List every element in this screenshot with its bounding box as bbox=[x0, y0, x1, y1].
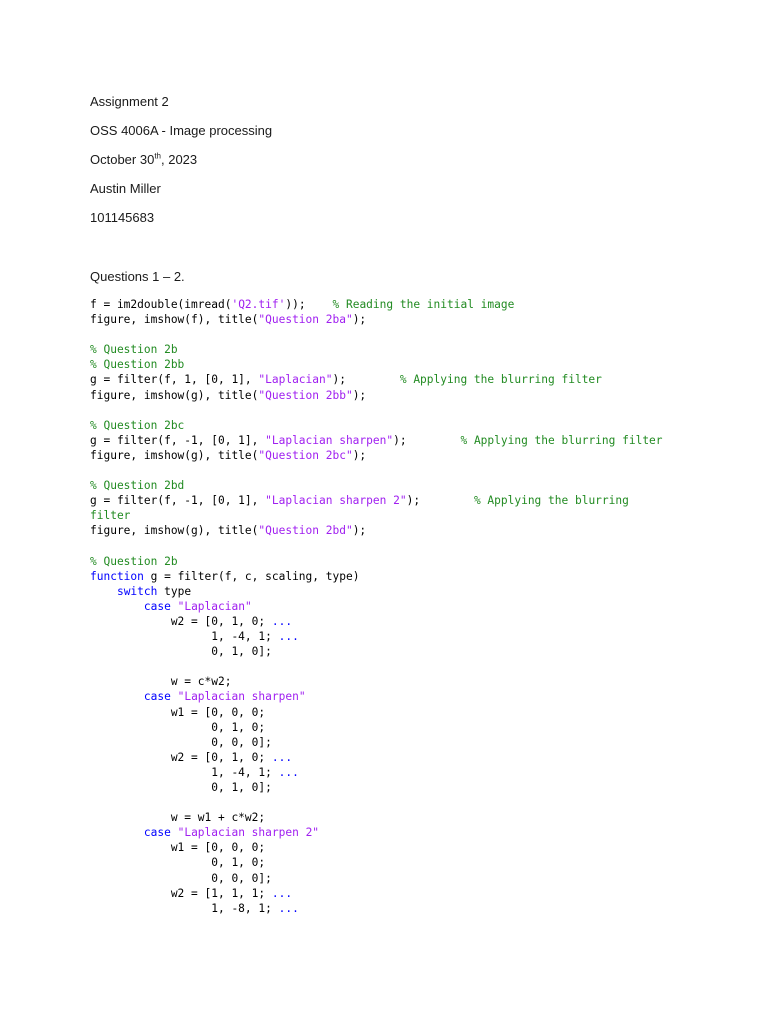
code-line bbox=[90, 659, 663, 674]
code-line bbox=[90, 795, 663, 810]
code-keyword: case bbox=[143, 690, 171, 704]
code-text: figure, imshow(g), title( bbox=[90, 524, 259, 538]
code-comment: % Question 2bd bbox=[90, 479, 185, 493]
code-line bbox=[90, 614, 663, 629]
code-text: f = im2double(imread( bbox=[90, 298, 232, 311]
code-continuation: ... bbox=[271, 886, 293, 900]
code-line bbox=[90, 448, 663, 463]
code-text: w2 = [0, 1, 0; bbox=[90, 614, 272, 628]
code-line bbox=[90, 599, 663, 614]
code-string: "Laplacian sharpen 2" bbox=[265, 494, 407, 508]
date-suffix: , 2023 bbox=[161, 152, 198, 167]
code-line bbox=[90, 750, 663, 765]
code-string: "Laplacian sharpen 2" bbox=[177, 826, 320, 840]
code-string: "Laplacian sharpen" bbox=[265, 433, 394, 447]
code-line bbox=[90, 478, 663, 493]
code-string: "Laplacian" bbox=[177, 599, 252, 613]
code-keyword: function bbox=[90, 569, 144, 583]
code-text: 0, 1, 0; bbox=[90, 856, 266, 870]
code-text: )); bbox=[285, 298, 333, 311]
code-text: figure, imshow(g), title( bbox=[90, 448, 259, 462]
code-text: w2 = [1, 1, 1; bbox=[90, 886, 272, 900]
code-comment: % Applying the blurring filter bbox=[399, 373, 602, 387]
code-comment: % Question 2bb bbox=[90, 358, 185, 372]
code-line bbox=[90, 569, 663, 584]
code-line bbox=[90, 840, 663, 855]
author-name: Austin Miller bbox=[90, 181, 161, 196]
code-text: 1, -4, 1; bbox=[90, 765, 279, 779]
code-text bbox=[90, 690, 144, 703]
code-string: "Question 2bb" bbox=[258, 388, 353, 402]
section-heading: Questions 1 – 2. bbox=[90, 269, 185, 284]
code-line bbox=[90, 810, 663, 825]
submission-date bbox=[90, 152, 197, 168]
code-line bbox=[90, 508, 663, 523]
date-superscript: th bbox=[154, 151, 161, 161]
code-line bbox=[90, 388, 663, 403]
code-line bbox=[90, 629, 663, 644]
code-line bbox=[90, 297, 663, 312]
code-comment: % Applying the blurring filter bbox=[460, 433, 663, 447]
code-line bbox=[90, 705, 663, 720]
code-string: 'Q2.tif' bbox=[231, 298, 286, 311]
code-string: "Question 2bd" bbox=[258, 524, 353, 538]
code-comment: % Reading the initial image bbox=[332, 298, 515, 311]
code-text: g = filter(f, -1, [0, 1], bbox=[90, 494, 266, 508]
code-line bbox=[90, 689, 663, 704]
code-string: "Laplacian" bbox=[258, 373, 333, 387]
code-text: w = w1 + c*w2; bbox=[90, 811, 266, 825]
code-continuation: ... bbox=[271, 750, 293, 764]
code-string: "Question 2ba" bbox=[258, 313, 353, 327]
code-line bbox=[90, 584, 663, 599]
code-comment: % Applying the blurring bbox=[473, 494, 629, 508]
code-text: ); bbox=[352, 313, 367, 327]
code-line bbox=[90, 554, 663, 569]
code-string: "Question 2bc" bbox=[258, 448, 353, 462]
code-continuation: ... bbox=[278, 630, 299, 644]
code-text: type bbox=[157, 584, 192, 598]
code-text: g = filter(f, c, scaling, type) bbox=[143, 569, 360, 583]
code-text: w1 = [0, 0, 0; bbox=[90, 841, 266, 855]
code-line bbox=[90, 720, 663, 735]
code-line bbox=[90, 433, 663, 448]
code-line bbox=[90, 825, 663, 840]
code-line bbox=[90, 372, 663, 387]
code-keyword: case bbox=[143, 826, 171, 840]
code-text: 0, 0, 0]; bbox=[90, 735, 272, 749]
code-text: figure, imshow(g), title( bbox=[90, 388, 259, 402]
code-keyword: switch bbox=[116, 584, 158, 598]
code-string: "Laplacian sharpen" bbox=[177, 690, 306, 704]
code-text bbox=[171, 690, 178, 703]
course-name: OSS 4006A - Image processing bbox=[90, 123, 273, 138]
code-comment: % Question 2bc bbox=[90, 418, 185, 432]
code-line bbox=[90, 886, 663, 901]
code-text: 1, -4, 1; bbox=[90, 630, 279, 644]
code-text: w2 = [0, 1, 0; bbox=[90, 750, 272, 764]
code-text bbox=[90, 600, 144, 613]
code-text: 0, 1, 0]; bbox=[90, 781, 272, 794]
code-line bbox=[90, 357, 663, 372]
code-text: 0, 1, 0; bbox=[90, 720, 266, 734]
code-line bbox=[90, 901, 663, 916]
code-text: w = c*w2; bbox=[90, 675, 232, 689]
code-text: figure, imshow(f), title( bbox=[90, 313, 259, 327]
code-text: ); bbox=[352, 388, 367, 402]
code-line bbox=[90, 523, 663, 538]
code-text bbox=[90, 826, 144, 839]
code-continuation: ... bbox=[278, 901, 299, 915]
code-keyword: case bbox=[143, 599, 171, 613]
code-text: 1, -8, 1; bbox=[90, 901, 279, 915]
code-line bbox=[90, 855, 663, 870]
code-line bbox=[90, 312, 663, 327]
code-line bbox=[90, 418, 663, 433]
code-line bbox=[90, 342, 663, 357]
code-text: 0, 0, 0]; bbox=[90, 871, 272, 885]
code-text bbox=[171, 600, 178, 613]
code-block bbox=[90, 297, 663, 916]
code-line bbox=[90, 644, 663, 659]
code-line bbox=[90, 780, 663, 795]
code-text bbox=[171, 826, 178, 839]
code-continuation: ... bbox=[271, 614, 293, 628]
code-text: ); bbox=[352, 448, 367, 462]
date-prefix: October 30 bbox=[90, 152, 155, 167]
code-text: ); bbox=[393, 433, 461, 447]
code-text: g = filter(f, -1, [0, 1], bbox=[90, 433, 266, 447]
student-id: 101145683 bbox=[90, 210, 155, 225]
code-text: ); bbox=[406, 494, 474, 508]
code-text: g = filter(f, 1, [0, 1], bbox=[90, 373, 259, 387]
code-comment: filter bbox=[90, 509, 131, 523]
code-line bbox=[90, 674, 663, 689]
code-line bbox=[90, 493, 663, 508]
code-line bbox=[90, 403, 663, 418]
assignment-title: Assignment 2 bbox=[90, 94, 169, 109]
code-text bbox=[90, 585, 117, 598]
code-line bbox=[90, 735, 663, 750]
code-line bbox=[90, 327, 663, 342]
code-text: ); bbox=[352, 524, 367, 538]
code-line bbox=[90, 539, 663, 554]
code-continuation: ... bbox=[278, 765, 299, 779]
code-line bbox=[90, 765, 663, 780]
code-line bbox=[90, 463, 663, 478]
code-comment: % Question 2b bbox=[90, 554, 178, 568]
code-text: w1 = [0, 0, 0; bbox=[90, 705, 266, 719]
code-text: 0, 1, 0]; bbox=[90, 645, 272, 659]
code-line bbox=[90, 871, 663, 886]
code-text: ); bbox=[332, 373, 400, 387]
code-comment: % Question 2b bbox=[90, 343, 178, 357]
